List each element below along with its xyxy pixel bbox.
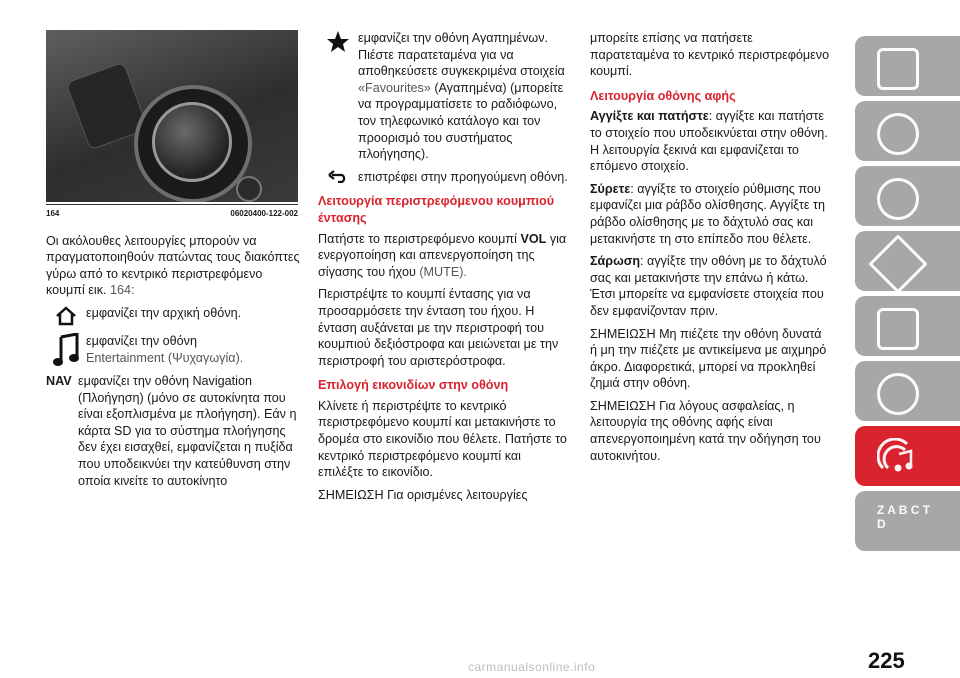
tab-starting[interactable]: [855, 166, 960, 226]
volume-text-1: Πατήστε το περιστρεφόμενο κουμπί: [318, 231, 517, 246]
swipe-label: Σάρωση: [590, 254, 641, 269]
touch-text: : αγγίξτε και πατήστε το στοιχείο που υποδεικνύεται στην οθόνη. Η λειτουργία ξεκινά και εμφανίζεται το επόμενο στοιχείο.: [590, 109, 828, 174]
favourites-text-2: (Αγαπημένα) (μπορείτε να προγραμματίσετε το ραδιόφωνο, τον τηλεφωνικό κατάλογο και τον προορισμό του συστήματος πλοήγησης).: [358, 80, 564, 162]
swipe-paragraph: [590, 253, 830, 319]
dashboard-icon: [877, 48, 919, 90]
drag-paragraph: [590, 181, 830, 247]
column-1: [46, 30, 300, 489]
tab-safety[interactable]: [855, 101, 960, 161]
warning-icon: [868, 234, 927, 293]
note-paragraph-1: ΣΗΜΕΙΩΣΗ Μη πιέζετε την οθόνη δυνατά ή μη την πιέζετε με αντικείμενα με αιχμηρό άκρο. Διαφορετικά, μπορεί να προκληθεί ζημιά στην οθόνη.: [590, 326, 827, 391]
intro-ref: 164:: [109, 283, 135, 298]
nav-label: NAV: [46, 373, 72, 388]
key-icon: [877, 178, 919, 220]
back-arrow-icon: [318, 169, 358, 186]
chapter-tabs: [855, 36, 960, 556]
tab-technical[interactable]: [855, 361, 960, 421]
watermark: carmanualsonline.info: [468, 660, 596, 674]
tab-connect[interactable]: [855, 426, 960, 486]
figure-number: 164: [46, 209, 60, 218]
favourites-label: «Favourites»: [358, 80, 431, 95]
tab-dashboard[interactable]: [855, 36, 960, 96]
back-item: [318, 169, 568, 186]
volume-text-2: για ενεργοποίηση και απενεργοποίηση της σίγασης του ήχου: [318, 231, 567, 279]
home-text: εμφανίζει την αρχική οθόνη.: [86, 305, 242, 320]
nav-text-1: εμφανίζει την οθόνη Navigation: [78, 373, 252, 388]
column-3: [590, 30, 830, 470]
favourites-item: [318, 30, 568, 163]
entertainment-item: [46, 333, 300, 367]
volume-paragraph-1: [318, 231, 568, 281]
tab-index[interactable]: [855, 491, 960, 551]
drag-text: : αγγίξτε το στοιχείο ρύθμισης που εμφανίζει μια ράβδο ολίσθησης. Αγγίξτε τη ράβδο ολίσθησης με το δάχτυλό σας και μετακινήστε τη στο επίπεδο που θέλετε.: [590, 181, 825, 246]
multimedia-icon: [877, 438, 913, 474]
drag-label: Σύρετε: [590, 181, 631, 196]
icons-paragraph-1: Κλίνετε ή περιστρέψτε το κεντρικό περιστρεφόμενο κουμπί και μετακινήστε το δρομέα στο εικονίδιο που θέλετε. Πατήστε το κεντρικό περιστρεφόμενο κουμπί και επιλέξτε το εικονίδιο.: [318, 398, 567, 480]
safety-icon: [877, 113, 919, 155]
home-icon: [46, 305, 86, 327]
controller-figure: [46, 30, 298, 202]
intro-paragraph: [46, 233, 300, 299]
nav-item: [46, 373, 300, 489]
touch-paragraph: [590, 108, 830, 174]
heading-touchscreen: Λειτουργία οθόνης αφής: [590, 88, 736, 103]
icons-paragraph-2: ΣΗΜΕΙΩΣΗ Για ορισμένες λειτουργίες: [318, 487, 528, 502]
figure-caption: [46, 204, 298, 223]
music-note-icon: [46, 333, 86, 367]
column-2: [318, 30, 568, 509]
car-icon: [877, 373, 919, 415]
note-paragraph-2: ΣΗΜΕΙΩΣΗ Για λόγους ασφαλείας, η λειτουργία της οθόνης αφής είναι απενεργοποιημένη κατά την οδήγηση του αυτοκινήτου.: [590, 398, 821, 463]
volume-paragraph-2: Περιστρέψτε το κουμπί έντασης για να προσαρμόσετε την ένταση του ήχου. Η ένταση αυξάνεται με την περιστροφή του κουμπιού δεξιόστροφα και μειώνεται με την περιστροφή του αριστερόστροφα.: [318, 287, 559, 368]
volume-knob: [236, 176, 262, 202]
page-number: 225: [868, 648, 905, 673]
vol-label: VOL: [520, 231, 547, 246]
home-item: [46, 305, 300, 327]
nav-text-2: (Πλοήγηση) (μόνο σε αυτοκίνητα που είναι εξοπλισμένα με πλοήγηση). Εάν η κάρτα SD για το σύστημα πλοήγησης δεν έχει εισαχθεί, εμφανίζεται η πυξίδα που υποδεικνύει την κατεύθυνση στην οποία κινείτε το αυτοκίνητο: [78, 390, 297, 488]
star-icon: [318, 30, 358, 163]
back-text: επιστρέφει στην προηγούμενη οθόνη.: [358, 169, 568, 184]
controller-knob: [152, 102, 232, 182]
col3-paragraph-0: μπορείτε επίσης να πατήσετε παρατεταμένα το κεντρικό περιστρεφόμενο κουμπί.: [590, 31, 830, 79]
heading-volume-knob: Λειτουργία περιστρεφόμενου κουμπιού έντασης: [318, 194, 555, 225]
entertainment-text: εμφανίζει την οθόνη: [86, 333, 197, 348]
index-letters: Z A B C T D: [877, 503, 931, 531]
tab-maintenance[interactable]: [855, 296, 960, 356]
swipe-text: : αγγίξτε την οθόνη με το δάχτυλό σας και μετακινήστε την επάνω ή κάτω. Έτσι μπορείτε να εμφανίσετε στοιχεία που δεν εμφανίζονταν πριν.: [590, 254, 827, 318]
heading-icon-selection: Επιλογή εικονιδίων στην οθόνη: [318, 378, 509, 393]
mute-label: (MUTE).: [419, 264, 467, 279]
touch-label: Αγγίξτε και πατήστε: [590, 109, 709, 124]
favourites-text-1: εμφανίζει την οθόνη Αγαπημένων. Πιέστε παρατεταμένα για να αποθηκεύσετε συγκεκριμένα στοιχεία: [358, 31, 565, 79]
intro-text: Οι ακόλουθες λειτουργίες μπορούν να πραγματοποιηθούν πατώντας τους διακόπτες γύρω από το κεντρικό περιστρεφόμενο κουμπί εικ.: [46, 233, 300, 298]
wrench-icon: [877, 308, 919, 350]
entertainment-text-2: Entertainment (Ψυχαγωγία).: [86, 350, 244, 365]
tab-emergency[interactable]: [855, 231, 960, 291]
figure-code: 06020400-122-002: [230, 209, 298, 218]
